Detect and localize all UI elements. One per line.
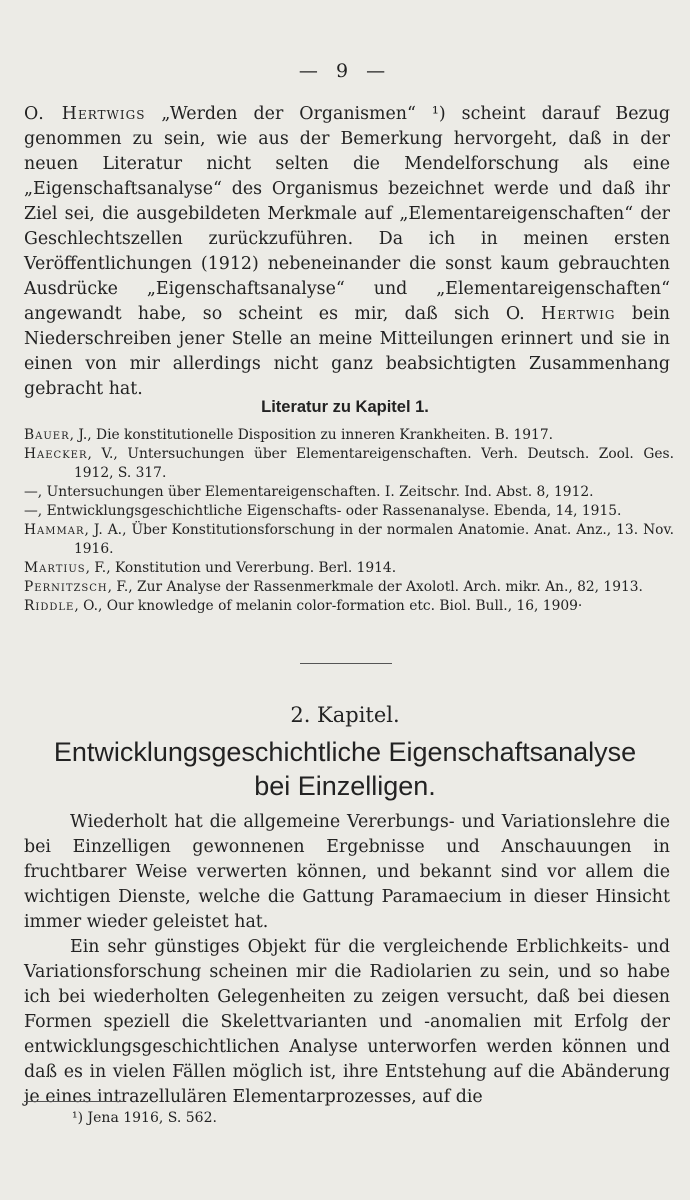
chapter-number: 2. Kapitel.: [290, 703, 400, 727]
reference-item: [24, 597, 674, 616]
author-name: O. Hertwigs: [24, 104, 146, 124]
reference-item: [24, 483, 674, 502]
reference-item: [24, 521, 674, 559]
section-divider: [300, 663, 392, 664]
reference-item: [24, 578, 674, 597]
chapter-title: [0, 735, 690, 803]
reference-item: [24, 426, 674, 445]
reference-text: , O., Our knowledge of melanin color-formation etc. Biol. Bull., 16, 1909·: [74, 598, 583, 614]
reference-author: Pernitzsch: [24, 579, 108, 595]
reference-text: , F., Zur Analyse der Rassenmerkmale der Axolotl. Arch. mikr. An., 82, 1913.: [107, 579, 643, 595]
body-paragraph: Wiederholt hat die allgemeine Vererbungs- und Variationslehre die bei Einzelligen gewonnenen Ergebnisse und Anschauungen in fruchtbarer Weise verwerten können, und bekannt sind vor allem die wichtigen Dienste, welche die Gattung Paramaecium in dieser Hinsicht immer wieder geleistet hat.: [24, 812, 670, 932]
reference-item: [24, 559, 674, 578]
reference-author: Martius: [24, 560, 86, 576]
literature-heading: Literatur zu Kapitel 1.: [261, 398, 429, 416]
reference-text: —, Untersuchungen über Elementareigenschaften. I. Zeitschr. Ind. Abst. 8, 1912.: [24, 484, 594, 500]
reference-author: Riddle: [24, 598, 75, 614]
reference-author: Bauer: [24, 427, 70, 443]
intro-paragraph: [24, 102, 670, 402]
reference-item: [24, 502, 674, 521]
author-name: Hertwig: [541, 304, 616, 324]
reference-text: , F., Konstitution und Vererbung. Berl. 1914.: [85, 560, 397, 576]
reference-text: , V., Untersuchungen über Elementareigenschaften. Verh. Deutsch. Zool. Ges. 1912, S. 317.: [74, 446, 674, 481]
chapter-title-line: bei Einzelligen.: [254, 771, 436, 801]
reference-list: [24, 426, 674, 616]
reference-text: , J., Die konstitutionelle Disposition zu inneren Krankheiten. B. 1917.: [69, 427, 554, 443]
body-paragraph: Ein sehr günstiges Objekt für die vergleichende Erblichkeits- und Variationsforschung scheinen mir die Radiolarien zu sein, und so habe ich bei wiederholten Gelegenheiten zu zeigen versucht, daß bei diesen Formen speziell die Skelettvarianten und -anomalien mit Erfolg der entwicklungsgeschichtlichen Analyse unterworfen werden können und daß es in vielen Fällen möglich ist, ihre Entstehung auf die Abänderung je eines intrazellulären Elementarprozesses, auf die: [24, 937, 670, 1107]
reference-author: Haecker: [24, 446, 88, 462]
reference-text: —, Entwicklungsgeschichtliche Eigenschafts- oder Rassenanalyse. Ebenda, 14, 1915.: [24, 503, 622, 519]
intro-text: bein Niederschreiben jener Stelle an meine Mitteilungen erinnert und sie in einen von mir allerdings nicht ganz beabsichtigten Zusammenhang gebracht hat.: [24, 304, 671, 399]
reference-author: Hammar: [24, 522, 85, 538]
reference-text: , J. A., Über Konstitutionsforschung in der normalen Anatomie. Anat. Anz., 13. Nov. 1916.: [74, 522, 674, 557]
page-number: — 9 —: [298, 60, 392, 82]
footnote-divider: [24, 1101, 124, 1102]
chapter-title-line: Entwicklungsgeschichtliche Eigenschaftsanalyse: [53, 737, 637, 767]
intro-text: „Werden der Organismen“ ¹) scheint darauf Bezug genommen zu sein, wie aus der Bemerkung hervorgeht, daß in der neuen Literatur nicht selten die Mendelforschung als eine „Eigenschaftsanalyse“ des Organismus bezeichnet werde und daß ihr Ziel sei, die ausgebildeten Merkmale auf „Elementareigenschaften“ der Geschlechtszellen zurückzuführen. Da ich in meinen ersten Veröffentlichungen (1912) nebeneinander die sonst kaum gebrauchten Ausdrücke „Eigenschaftsanalyse“ und „Elementareigenschaften“ angewandt habe, so scheint es mir, daß sich O.: [24, 104, 670, 324]
footnote: ¹) Jena 1916, S. 562.: [72, 1110, 217, 1126]
reference-item: [24, 445, 674, 483]
